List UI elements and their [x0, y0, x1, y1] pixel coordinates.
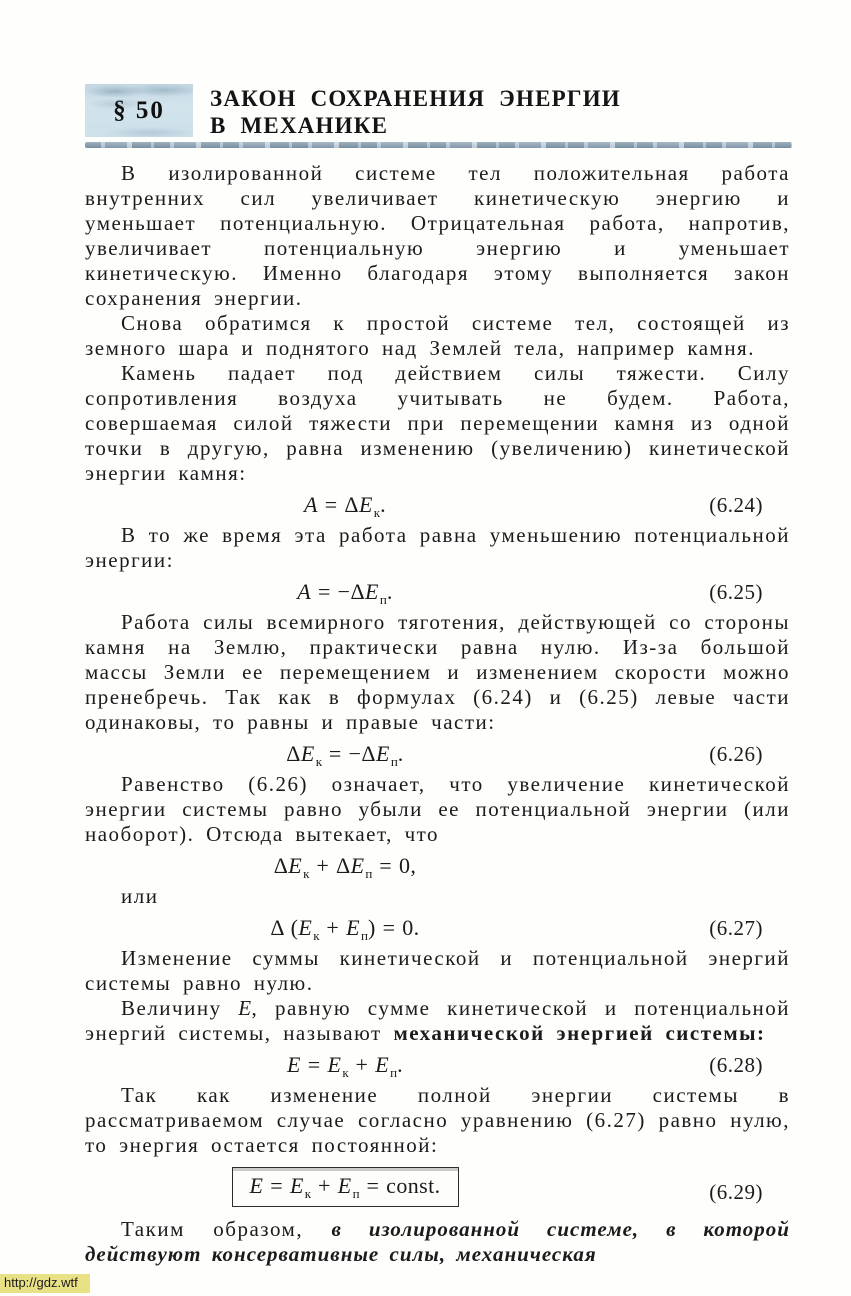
equation-6-28-body: $E = E_к + E_п$. [287, 1052, 403, 1081]
equation-6-27 [85, 914, 790, 944]
equation-6-24 [85, 491, 790, 521]
body-paragraph-8: Величину E, равную сумме кинетической и потенциальной энергий системы, называют механической энергией системы: [85, 996, 790, 1045]
body-text [85, 161, 790, 1267]
equation-6-25 [85, 578, 790, 608]
equation-6-26-number: (6.26) [709, 742, 763, 766]
body-paragraph-1: В изолированной системе тел положительная работа внутренних сил увеличивает кинетическую энергию и уменьшает потенциальную. Отрицательная работа, напротив, увеличивает потенциальную энергию и уменьшает кинетическую. Именно благодаря этому выполняется закон сохранения энергии. [85, 161, 790, 310]
equation-6-27-body: Δ $(E_к + E_п) = 0$. [270, 915, 420, 944]
body-paragraph-7: Изменение суммы кинетической и потенциальной энергий системы равно нулю. [85, 946, 790, 995]
decorative-header-rule [85, 142, 792, 148]
page-title [210, 84, 621, 139]
section-number: § 50 [113, 96, 165, 124]
body-paragraph-5: Работа силы всемирного тяготения, действующей со стороны камня на Землю, практически равна нулю. Из-за большой массы Земли ее перемещением и изменением скорости можно пренебречь. Так как в формулах (6.24) и (6.25) левые части одинаковы, то равны и правые части: [85, 610, 790, 734]
body-paragraph-10: Таким образом, в изолированной системе, в которой действуют консервативные силы, механическая [85, 1217, 790, 1266]
body-paragraph-9: Так как изменение полной энергии системы в рассматриваемом случае согласно уравнению (6.27) равно нулю, то энергия остается постоянной: [85, 1083, 790, 1157]
equation-6-27-number: (6.27) [709, 916, 763, 940]
equation-6-29-boxed-formula: $E = E_к + E_п$ = const. [232, 1167, 459, 1207]
title-line-2: В МЕХАНИКЕ [210, 113, 389, 138]
section-number-badge [85, 84, 193, 137]
equation-6-24-number: (6.24) [709, 493, 763, 517]
body-paragraph-6: Равенство (6.26) означает, что увеличение кинетической энергии системы равно убыли ее потенциальной энергии (или наоборот). Отсюда вытекает, что [85, 772, 790, 846]
equation-6-29 [85, 1167, 790, 1207]
equation-6-25-body: $A = -\Delta E_п$. [297, 579, 393, 608]
equation-sum-zero [85, 852, 790, 882]
equation-6-24-body: $A = \Delta E_к$. [303, 492, 387, 521]
body-paragraph-2: Снова обратимся к простой системе тел, состоящей из земного шара и поднятого над Землей тела, например камня. [85, 311, 790, 360]
section-header [85, 84, 790, 139]
equation-6-26 [85, 740, 790, 770]
equation-6-25-number: (6.25) [709, 580, 763, 604]
equation-6-28-number: (6.28) [709, 1053, 763, 1077]
page-content-column [85, 84, 790, 1267]
equation-6-26-body: $\Delta E_к = -\Delta E_п$. [286, 741, 404, 770]
watermark-url: http://gdz.wtf [0, 1274, 90, 1293]
equation-sum-zero-body: $\Delta E_к + \Delta E_п = 0$, [273, 853, 417, 882]
equation-6-28 [85, 1051, 790, 1081]
equation-6-29-number: (6.29) [709, 1180, 763, 1204]
title-line-1: ЗАКОН СОХРАНЕНИЯ ЭНЕРГИИ [210, 86, 621, 111]
body-paragraph-3: Камень падает под действием силы тяжести. Силу сопротивления воздуха учитывать не будем. Работа, совершаемая силой тяжести при перемещении камня из одной точки в другую, равна изменению (увеличению) кинетической энергии камня: [85, 361, 790, 485]
connector-or: или [121, 884, 159, 908]
body-paragraph-4: В то же время эта работа равна уменьшению потенциальной энергии: [85, 523, 790, 572]
